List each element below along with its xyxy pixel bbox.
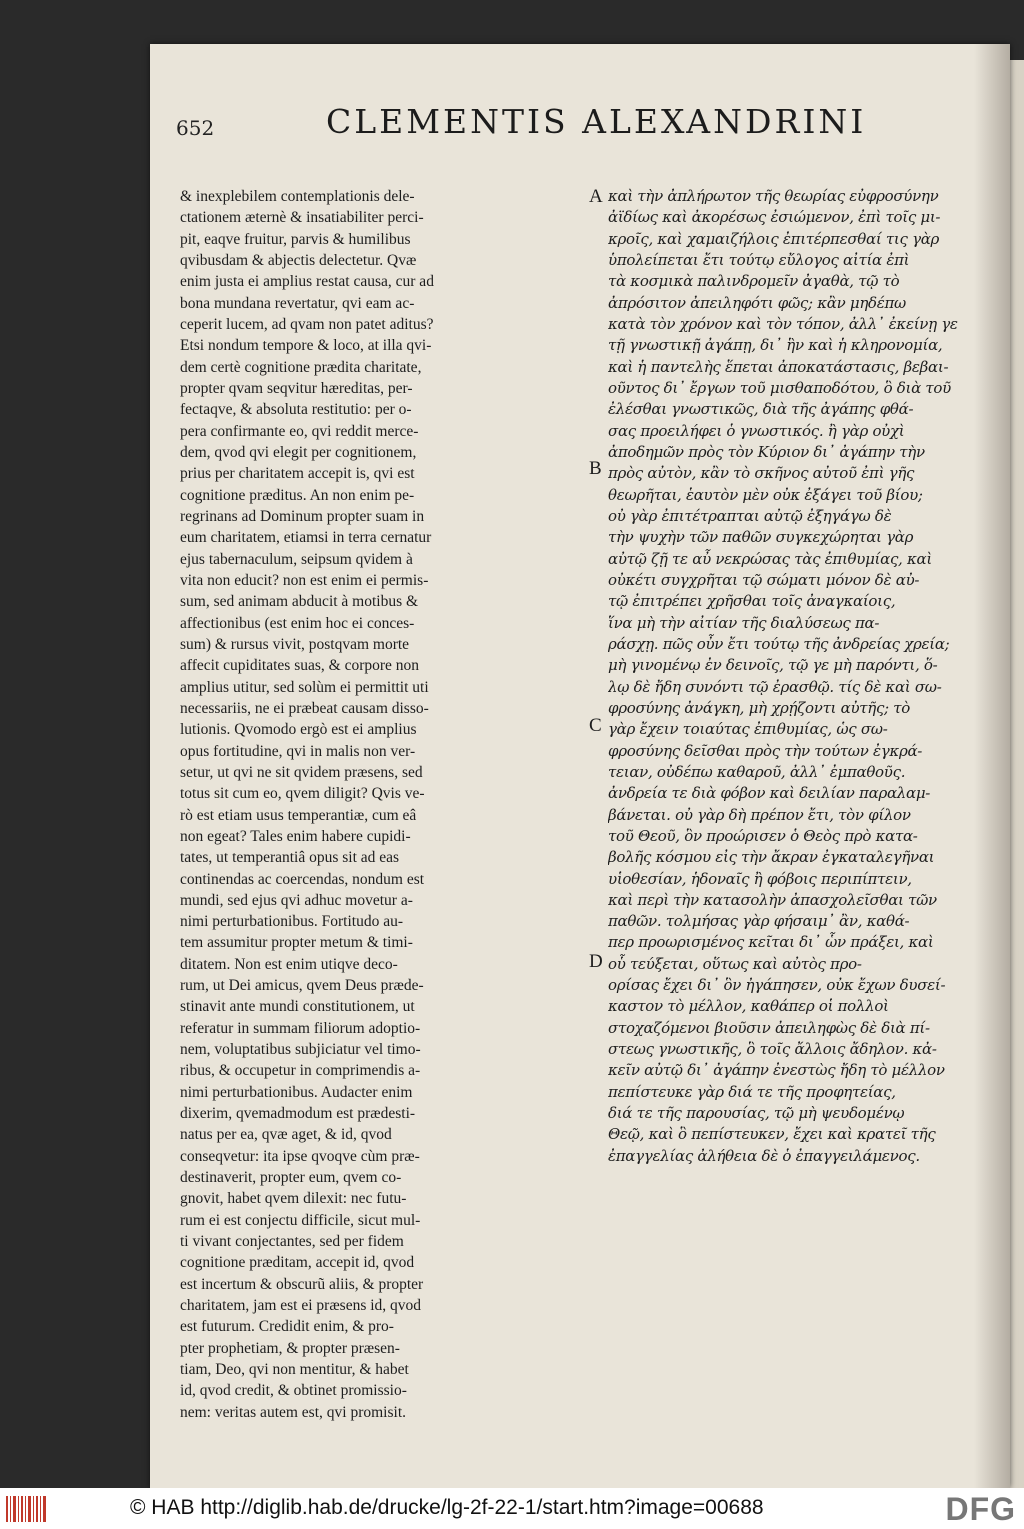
- greek-text-line: ἀποδημῶν πρὸς τὸν Κύριον δι᾽ ἀγάπην τὴν: [608, 442, 925, 461]
- latin-text-line: opus fortitudine, qvi in malis non ver-: [180, 742, 416, 760]
- greek-text-line: διά τε τῆς παρουσίας, τῷ μὴ ψευδομένῳ: [608, 1104, 905, 1123]
- latin-text-line: propter qvam seqvitur hæreditas, per-: [180, 379, 413, 397]
- latin-text-line: ceperit lucem, ad qvam non patet aditus?: [180, 315, 434, 333]
- greek-text-line: λῳ δὲ ἤδη συνόντι τῷ ἐρασθῷ. τίς δὲ καὶ σω-: [608, 677, 942, 696]
- section-marker-b: B: [589, 458, 602, 479]
- latin-text-line: amplius utitur, sed solùm ei permittit uti: [180, 678, 429, 696]
- greek-text-line: ἐπαγγελίας ἀλήθεια δὲ ὁ ἐπαγγειλάμενος.: [608, 1146, 920, 1165]
- greek-text-line: οὐκέτι συγχρῆται τῷ σώματι μόνον δὲ αὐ-: [608, 570, 920, 589]
- latin-text-line: referatur in summam filiorum adoptio-: [180, 1019, 421, 1037]
- latin-text-line: fectaqve, & absoluta restitutio: per o-: [180, 401, 412, 419]
- greek-text-line: τειαν, οὐδέπω καθαροῦ, ἀλλ᾽ ἐμπαθοῦς.: [608, 762, 906, 781]
- latin-text-line: lutionis. Qvomodo ergò est ei amplius: [180, 721, 417, 739]
- greek-text-line: οῦντος δι᾽ ἔργων τοῦ μισθαποδότου, ὃ διὰ τοῦ: [608, 378, 951, 397]
- greek-text-line: τοῦ Θεοῦ, ὃν προώρισεν ὁ Θεὸς πρὸ κατα-: [608, 826, 918, 845]
- greek-text-line: κροῖς, καὶ χαμαιζήλοις ἐπιτέρπεσθαί τις γὰρ: [608, 229, 940, 248]
- latin-text-line: natus per ea, qvæ aget, & id, qvod: [180, 1126, 392, 1144]
- greek-text-line: Θεῷ, καὶ ὃ πεπίστευκεν, ἔχει καὶ κρατεῖ τῆς: [608, 1125, 936, 1144]
- latin-text-line: ditatem. Non est enim utiqve deco-: [180, 955, 398, 973]
- latin-text-line: necessariis, ne ei præbeat causam disso-: [180, 699, 429, 717]
- latin-text-line: ejus tabernaculum, seipsum qvidem à: [180, 550, 413, 568]
- latin-text-line: vita non educit? non est enim ei permis-: [180, 571, 429, 589]
- latin-text-line: regrinans ad Dominum propter suam in: [180, 507, 425, 525]
- greek-column: [608, 186, 962, 1167]
- greek-text-line: οὗ τεύξεται, οὕτως καὶ αὐτὸς προ-: [608, 954, 862, 973]
- running-header: CLEMENTIS ALEXANDRINI: [326, 102, 867, 141]
- latin-text-line: id, qvod credit, & obtinet promissio-: [180, 1382, 407, 1400]
- latin-text-line: dem, qvod qvi elegit per cognitionem,: [180, 443, 417, 461]
- greek-text-line: τῷ ἐπιτρέπει χρῆσθαι τοῖς ἀναγκαίοις,: [608, 592, 896, 611]
- latin-text-line: nem, voluptatibus subjiciatur vel timo-: [180, 1041, 421, 1059]
- copyright-link[interactable]: © HAB http://diglib.hab.de/drucke/lg-2f-22-1/start.htm?image=00688: [130, 1496, 764, 1519]
- latin-text-line: prius per charitatem accepit is, qvi est: [180, 465, 415, 483]
- latin-text-line: bona mundana revertatur, qvi eam ac-: [180, 294, 415, 312]
- latin-text-line: est incertum & obscurũ aliis, & propter: [180, 1275, 424, 1293]
- latin-text-line: tem assumitur propter metum & timi-: [180, 934, 413, 952]
- greek-text-line: καὶ τὴν ἀπλήρωτον τῆς θεωρίας εὐφροσύνην: [608, 187, 939, 205]
- section-marker-d: D: [589, 951, 603, 972]
- greek-text-line: στεως γνωστικῆς, ὃ τοῖς ἄλλοις ἄδηλον. κἀ-: [608, 1040, 937, 1059]
- latin-text-line: affectionibus (est enim hoc ei conces-: [180, 614, 415, 632]
- greek-text-line: θεωρῆται, ἑαυτὸν μὲν οὐκ ἐξάγει τοῦ βίου;: [608, 485, 923, 504]
- greek-text-line: πεπίστευκε γὰρ διά τε τῆς προφητείας,: [608, 1082, 896, 1101]
- latin-text-line: gnovit, habet qvem dilexit: nec futu-: [180, 1190, 407, 1208]
- greek-text-line: κεῖν αὐτῷ δι᾽ ἀγάπην ἐνεστὼς ἤδη τὸ μέλλον: [608, 1061, 945, 1080]
- latin-text-line: dixerim, qvemadmodum est prædesti-: [180, 1105, 416, 1123]
- latin-text-line: ctationem æternè & insatiabiliter perci-: [180, 209, 424, 227]
- greek-text-line: καὶ περὶ τὴν κατασολὴν ἀπασχολεῖσθαι τῶν: [608, 890, 937, 909]
- dfg-logo: DFG: [945, 1491, 1016, 1527]
- greek-text-line: οὐ γὰρ ἐπιτέτραπται αὐτῷ ἐξηγάγω δὲ: [608, 506, 892, 525]
- latin-text-line: & inexplebilem contemplationis dele-: [180, 188, 415, 205]
- latin-text-line: cognitione præditus. An non enim pe-: [180, 486, 415, 504]
- greek-text-line: καστον τὸ μέλλον, καθάπερ οἱ πολλοὶ: [608, 997, 889, 1016]
- latin-text-line: dem certè cognitione prædita charitate,: [180, 358, 422, 376]
- latin-text-line: eum charitatem, etiamsi in terra cernatur: [180, 529, 432, 547]
- greek-text-line: στοχαζόμενοι βιοῦσιν ἀπειληφὼς δὲ διὰ πί-: [608, 1018, 930, 1037]
- page-number: 652: [176, 116, 215, 140]
- latin-text-line: sum) & rursus vivit, postqvam morte: [180, 635, 410, 653]
- barcode-icon: [6, 1496, 46, 1522]
- latin-text-line: conseqvetur: ita ipse qvoqve cùm præ-: [180, 1147, 420, 1165]
- latin-text-line: nimi perturbationibus. Fortitudo au-: [180, 913, 404, 931]
- greek-text-line: φροσύνης ἀνάγκη, μὴ χρῄζοντι αὐτῆς; τὸ: [608, 698, 910, 717]
- greek-text-line: βάνεται. οὐ γὰρ δὴ πρέπον ἔτι, τὸν φίλον: [608, 805, 911, 824]
- latin-text-line: rum ei est conjectu difficile, sicut mul-: [180, 1211, 421, 1229]
- latin-text-line: rum, ut Dei amicus, qvem Deus præde-: [180, 977, 424, 995]
- latin-text-line: Etsi nondum tempore & loco, at illa qvi-: [180, 337, 432, 355]
- greek-text-line: πρὸς αὐτὸν, κἂν τὸ σκῆνος αὐτοῦ ἐπὶ γῆς: [608, 464, 915, 483]
- latin-text-line: destinaverit, propter eum, qvem co-: [180, 1169, 402, 1187]
- greek-text-line: τὰ κοσμικὰ παλινδρομεῖν ἀγαθὰ, τῷ τὸ: [608, 272, 900, 291]
- greek-text-line: παθῶν. τολμήσας γὰρ φήσαιμ᾽ ἂν, καθά-: [608, 912, 910, 931]
- greek-text-line: φροσύνης δεῖσθαι πρὸς τὴν τούτων ἐγκρά-: [608, 741, 923, 760]
- greek-text-line: ἀπρόσιτον ἀπειληφότι φῶς; κἂν μηδέπω: [608, 293, 906, 312]
- greek-text-line: σας προειλήφει ὁ γνωστικός. ἢ γὰρ οὐχὶ: [608, 421, 905, 440]
- greek-text-line: ἀνδρεία τε διὰ φόβον καὶ δειλίαν παραλαμ-: [608, 784, 931, 803]
- greek-text-line: περ προωρισμένος κεῖται δι᾽ ὧν πράξει, καὶ: [608, 933, 934, 952]
- latin-text-line: cognitione præditam, accepit id, qvod: [180, 1254, 415, 1272]
- latin-text-line: rò est etiam usus temperantiæ, cum eâ: [180, 806, 417, 824]
- latin-text-line: tiam, Deo, qvi non mentitur, & habet: [180, 1361, 409, 1379]
- section-marker-c: C: [589, 715, 602, 736]
- greek-text-line: ορίσας ἔχει δι᾽ ὃν ἠγάπησεν, οὐκ ἔχων δυσεί-: [608, 976, 946, 995]
- greek-text-line: βολῆς κόσμου εἰς τὴν ἄκραν ἐγκαταλεγῆναι: [608, 848, 935, 867]
- latin-text-line: setur, ut qvi ne sit qvidem præsens, sed: [180, 763, 423, 781]
- greek-text-line: ἐλέσθαι γνωστικῶς, διὰ τῆς ἀγάπης φθά-: [608, 400, 914, 419]
- section-marker-a: A: [589, 186, 603, 207]
- greek-text-line: γὰρ ἔχειν τοιαύτας ἐπιθυμίας, ὡς σω-: [608, 720, 888, 739]
- greek-text-line: κατὰ τὸν χρόνον καὶ τὸν τόπον, ἀλλ᾽ ἐκείνῃ γε: [608, 314, 958, 333]
- latin-text-line: charitatem, jam est ei præsens id, qvod: [180, 1297, 422, 1315]
- latin-text-line: continendas ac coercendas, nondum est: [180, 870, 425, 888]
- latin-text-line: nem: veritas autem est, qvi promisit.: [180, 1403, 406, 1421]
- latin-text-line: tates, ut temperantiâ opus sit ad eas: [180, 849, 400, 867]
- latin-text-line: est futurum. Credidit enim, & pro-: [180, 1318, 394, 1336]
- greek-text-line: τὴν ψυχὴν τῶν παθῶν συγκεχώρηται γὰρ: [608, 528, 914, 547]
- latin-column: [180, 186, 606, 1423]
- latin-text-line: stinavit ante mundi constitutionem, ut: [180, 998, 415, 1016]
- latin-text-line: qvibusdam & abjectis delectetur. Qvæ: [180, 251, 417, 269]
- greek-text-line: υἱοθεσίαν, ἡδοναῖς ἢ φόβοις περιπίπτειν,: [608, 869, 912, 888]
- latin-text-line: enim justa ei amplius restat causa, cur ad: [180, 273, 434, 291]
- latin-text-line: affecit cupiditates suas, & corpore non: [180, 657, 420, 675]
- footer-bar: [0, 1488, 1024, 1529]
- latin-text-line: pit, eaqve fruitur, parvis & humilibus: [180, 230, 411, 248]
- latin-text-line: mundi, sed ejus qvi adhuc movetur a-: [180, 891, 413, 909]
- greek-text-line: ἵνα μὴ τὴν αἰτίαν τῆς διαλύσεως πα-: [608, 613, 880, 632]
- greek-text-line: καὶ ἡ παντελὴς ἕπεται ἀποκατάστασις, βεβαι-: [608, 357, 949, 376]
- greek-text-line: ὑπολείπεται ἔτι τούτῳ εὔλογος αἰτία ἐπὶ: [608, 250, 910, 269]
- greek-text-line: ἀϊδίως καὶ ἀκορέσως ἐσιώμενον, ἐπὶ τοῖς μι-: [608, 208, 941, 227]
- latin-text-line: nimi perturbationibus. Audacter enim: [180, 1083, 413, 1101]
- latin-text-line: totus sit cum eo, qvem diligit? Qvis ve-: [180, 785, 425, 803]
- greek-text-line: τῇ γνωστικῇ ἀγάπῃ, δι᾽ ἣν καὶ ἡ κληρονομία,: [608, 336, 943, 355]
- greek-text-line: μὴ γινομένῳ ἐν δεινοῖς, τῷ γε μὴ παρόντι, ὅ-: [608, 656, 938, 675]
- latin-text-line: non egeat? Tales enim habere cupidi-: [180, 827, 411, 845]
- latin-text-line: pter prophetiam, & propter præsen-: [180, 1339, 400, 1357]
- latin-text-line: pera confirmante eo, qvi reddit merce-: [180, 422, 419, 440]
- latin-text-line: ribus, & occupetur in comprimendis a-: [180, 1062, 421, 1080]
- greek-text-line: ράσχῃ. πῶς οὖν ἔτι τούτῳ τῆς ἀνδρείας χρεία;: [608, 634, 950, 653]
- latin-text-line: sum, sed animam abducit à motibus &: [180, 593, 419, 611]
- greek-text-line: αὐτῷ ζῇ τε αὖ νεκρώσας τὰς ἐπιθυμίας, καὶ: [608, 549, 932, 568]
- latin-text-line: ti vivant conjectantes, sed per fidem: [180, 1233, 404, 1251]
